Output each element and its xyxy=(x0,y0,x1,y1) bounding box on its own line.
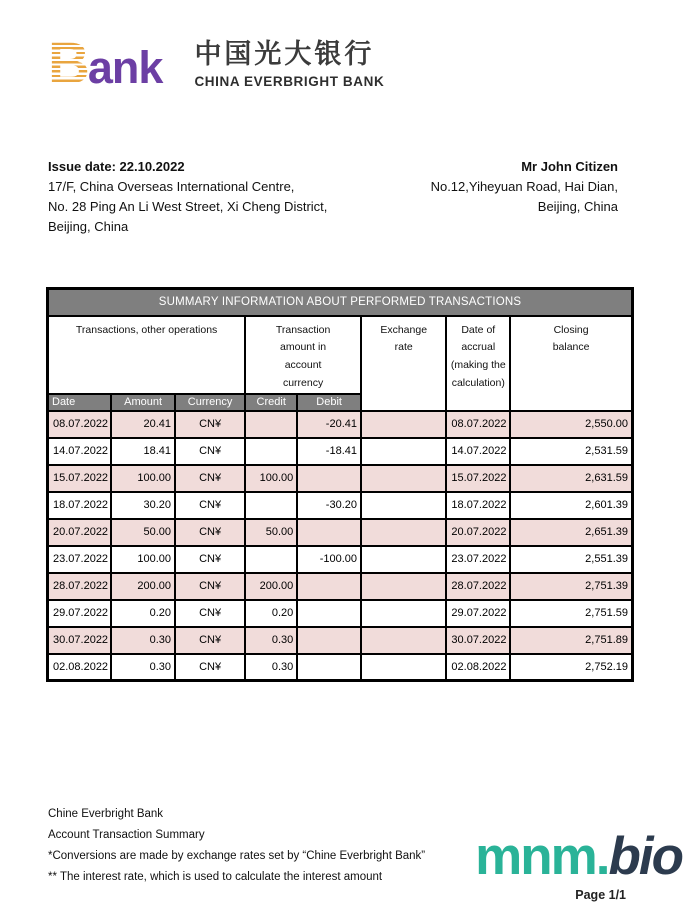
cell-amount: 20.41 xyxy=(111,411,175,438)
cell-date: 29.07.2022 xyxy=(48,600,112,627)
cell-credit: 0.30 xyxy=(245,627,297,654)
issue-date: Issue date: 22.10.2022 xyxy=(48,159,185,174)
cell-debit: -100.00 xyxy=(297,546,361,573)
cell-exchange-rate xyxy=(361,600,446,627)
footer-interest-note: ** The interest rate, which is used to calculate the interest amount xyxy=(48,871,383,883)
recipient-address-line: No.12,Yiheyuan Road, Hai Dian, xyxy=(430,179,618,194)
table-row xyxy=(48,411,633,438)
sender-address-line: Beijing, China xyxy=(48,219,129,234)
bank-wordmark xyxy=(48,31,163,96)
header-exchange-rate: Exchange rate xyxy=(361,316,446,411)
cell-debit: -30.20 xyxy=(297,492,361,519)
recipient-name: Mr John Citizen xyxy=(521,159,618,174)
cell-amount: 0.30 xyxy=(111,654,175,681)
subheader-debit: Debit xyxy=(297,394,361,411)
cell-debit xyxy=(297,600,361,627)
bank-logo-b-stripes: B xyxy=(48,31,88,96)
table-row xyxy=(48,654,633,681)
cell-credit xyxy=(245,411,297,438)
cell-accrual-date: 14.07.2022 xyxy=(446,438,510,465)
cell-debit xyxy=(297,627,361,654)
cell-date: 18.07.2022 xyxy=(48,492,112,519)
cell-credit xyxy=(245,492,297,519)
cell-date: 20.07.2022 xyxy=(48,519,112,546)
cell-currency: CN¥ xyxy=(175,627,245,654)
bank-name-chinese: 中国光大银行 xyxy=(194,39,375,69)
bank-logo xyxy=(48,31,385,96)
watermark-mnm: mnm. xyxy=(475,827,609,886)
cell-credit: 100.00 xyxy=(245,465,297,492)
cell-exchange-rate xyxy=(361,519,446,546)
cell-amount: 100.00 xyxy=(111,465,175,492)
table-row xyxy=(48,492,633,519)
cell-currency: CN¥ xyxy=(175,573,245,600)
cell-currency: CN¥ xyxy=(175,600,245,627)
cell-credit: 0.30 xyxy=(245,654,297,681)
header-transactions-group: Transactions, other operations xyxy=(48,316,246,394)
sender-address-block xyxy=(48,157,327,237)
cell-closing-balance: 2,601.39 xyxy=(510,492,632,519)
transactions-table-wrapper xyxy=(46,287,634,682)
transactions-table xyxy=(46,287,634,682)
cell-exchange-rate xyxy=(361,546,446,573)
cell-currency: CN¥ xyxy=(175,546,245,573)
sender-address-line: 17/F, China Overseas International Centre, xyxy=(48,179,295,194)
table-row xyxy=(48,465,633,492)
table-body xyxy=(48,411,633,681)
table-row xyxy=(48,438,633,465)
cell-accrual-date: 15.07.2022 xyxy=(446,465,510,492)
address-section xyxy=(48,157,618,237)
cell-currency: CN¥ xyxy=(175,519,245,546)
bank-logo-text: ank xyxy=(87,42,163,93)
cell-closing-balance: 2,651.39 xyxy=(510,519,632,546)
cell-date: 30.07.2022 xyxy=(48,627,112,654)
subheader-credit: Credit xyxy=(245,394,297,411)
cell-exchange-rate xyxy=(361,438,446,465)
header-closing-balance: Closing balance xyxy=(510,316,632,411)
table-row xyxy=(48,627,633,654)
cell-accrual-date: 28.07.2022 xyxy=(446,573,510,600)
watermark-bio: bio xyxy=(608,827,682,886)
table-title: SUMMARY INFORMATION ABOUT PERFORMED TRANSACTIONS xyxy=(48,289,633,316)
table-row xyxy=(48,519,633,546)
cell-debit xyxy=(297,654,361,681)
cell-debit xyxy=(297,519,361,546)
footer-notes xyxy=(48,804,425,888)
cell-credit: 200.00 xyxy=(245,573,297,600)
cell-debit: -18.41 xyxy=(297,438,361,465)
cell-closing-balance: 2,550.00 xyxy=(510,411,632,438)
cell-closing-balance: 2,751.39 xyxy=(510,573,632,600)
table-row xyxy=(48,573,633,600)
cell-accrual-date: 20.07.2022 xyxy=(446,519,510,546)
cell-debit xyxy=(297,465,361,492)
recipient-address-line: Beijing, China xyxy=(537,199,618,214)
cell-exchange-rate xyxy=(361,573,446,600)
cell-date: 28.07.2022 xyxy=(48,573,112,600)
cell-date: 08.07.2022 xyxy=(48,411,112,438)
cell-exchange-rate xyxy=(361,492,446,519)
cell-amount: 18.41 xyxy=(111,438,175,465)
cell-currency: CN¥ xyxy=(175,654,245,681)
cell-date: 23.07.2022 xyxy=(48,546,112,573)
bank-names xyxy=(194,38,384,89)
cell-date: 14.07.2022 xyxy=(48,438,112,465)
mnm-bio-watermark xyxy=(475,827,682,886)
cell-amount: 30.20 xyxy=(111,492,175,519)
cell-amount: 100.00 xyxy=(111,546,175,573)
cell-exchange-rate xyxy=(361,654,446,681)
page-number: Page 1/1 xyxy=(575,888,626,902)
table-row xyxy=(48,600,633,627)
cell-closing-balance: 2,531.59 xyxy=(510,438,632,465)
subheader-date: Date xyxy=(48,394,112,411)
cell-closing-balance: 2,551.39 xyxy=(510,546,632,573)
cell-accrual-date: 30.07.2022 xyxy=(446,627,510,654)
cell-credit: 0.20 xyxy=(245,600,297,627)
cell-credit: 50.00 xyxy=(245,519,297,546)
sender-address-line: No. 28 Ping An Li West Street, Xi Cheng District, xyxy=(48,199,328,214)
cell-currency: CN¥ xyxy=(175,492,245,519)
cell-currency: CN¥ xyxy=(175,411,245,438)
cell-closing-balance: 2,631.59 xyxy=(510,465,632,492)
cell-debit xyxy=(297,573,361,600)
cell-credit xyxy=(245,438,297,465)
cell-closing-balance: 2,751.59 xyxy=(510,600,632,627)
cell-currency: CN¥ xyxy=(175,465,245,492)
footer-summary-label: Account Transaction Summary xyxy=(48,829,205,841)
cell-amount: 50.00 xyxy=(111,519,175,546)
cell-exchange-rate xyxy=(361,627,446,654)
cell-accrual-date: 23.07.2022 xyxy=(446,546,510,573)
footer-bank-name: Chine Everbright Bank xyxy=(48,808,164,820)
cell-amount: 200.00 xyxy=(111,573,175,600)
cell-date: 02.08.2022 xyxy=(48,654,112,681)
recipient-address-block xyxy=(431,157,618,237)
cell-debit: -20.41 xyxy=(297,411,361,438)
cell-amount: 0.30 xyxy=(111,627,175,654)
subheader-currency: Currency xyxy=(175,394,245,411)
cell-accrual-date: 08.07.2022 xyxy=(446,411,510,438)
header-accrual-date: Date of accrual (making the calculation) xyxy=(446,316,510,411)
cell-date: 15.07.2022 xyxy=(48,465,112,492)
cell-closing-balance: 2,752.19 xyxy=(510,654,632,681)
cell-exchange-rate xyxy=(361,411,446,438)
cell-accrual-date: 18.07.2022 xyxy=(446,492,510,519)
footer-conversion-note: *Conversions are made by exchange rates set by “Chine Everbright Bank” xyxy=(48,850,426,862)
header-amount-group: Transaction amount in account currency xyxy=(245,316,361,394)
cell-accrual-date: 02.08.2022 xyxy=(446,654,510,681)
cell-closing-balance: 2,751.89 xyxy=(510,627,632,654)
table-row xyxy=(48,546,633,573)
subheader-amount: Amount xyxy=(111,394,175,411)
cell-exchange-rate xyxy=(361,465,446,492)
cell-currency: CN¥ xyxy=(175,438,245,465)
cell-amount: 0.20 xyxy=(111,600,175,627)
cell-accrual-date: 29.07.2022 xyxy=(446,600,510,627)
cell-credit xyxy=(245,546,297,573)
bank-name-english: CHINA EVERBRIGHT BANK xyxy=(194,73,385,89)
